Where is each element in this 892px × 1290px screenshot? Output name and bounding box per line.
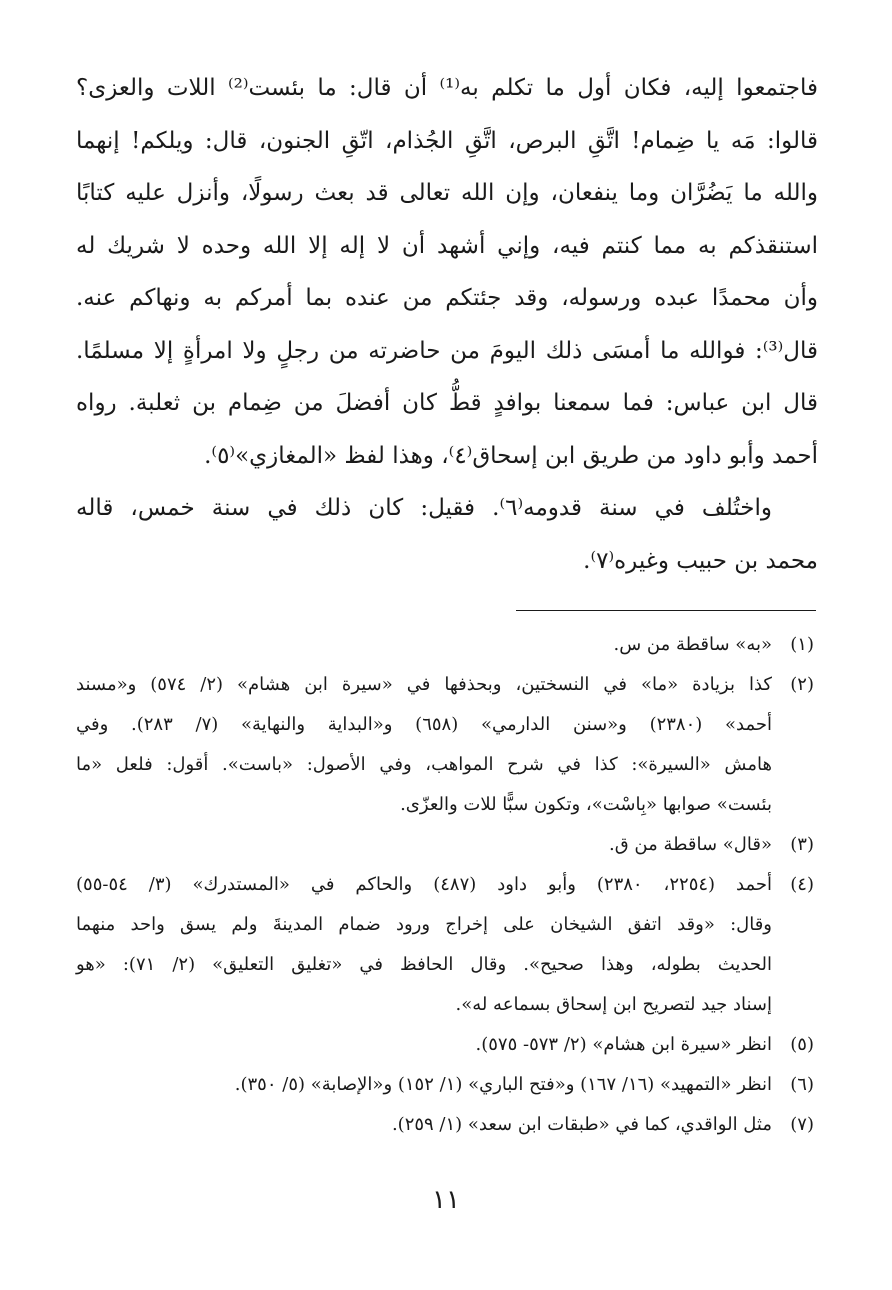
footnote-line: بئست» صوابها «بِاسْت»، وتكون سبًّا للات والعزّى. <box>400 794 772 815</box>
text-line: والله ما يَضُرَّان وما ينفعان، وإن الله تعالى قد بعث رسولًا، وأنزل عليه كتابًا <box>76 180 818 206</box>
footnote-1 <box>76 625 814 665</box>
text-line: استنقذكم به مما كنتم فيه، وإني أشهد أن لا إله إلا الله وحده لا شريك له <box>76 232 818 259</box>
footnote-line: أحمد (٢٢٥٤، ٢٣٨٠) وأبو داود (٤٨٧) والحاكم في «المستدرك» (٣/ ٥٤-٥٥) <box>76 874 772 895</box>
footnote-line: هامش «السيرة»: كذا في شرح المواهب، وفي الأصول: «باست». أقول: فلعل «ما <box>76 754 772 775</box>
footnote-text <box>76 1105 772 1145</box>
footnote-line: الحديث بطوله، وهذا صحيح». وقال الحافظ في «تغليق التعليق» (٢/ ٧١): «هو <box>76 954 772 975</box>
text-line: أحمد وأبو داود من طريق ابن إسحاق⁽٤⁾، وهذا لفظ «المغازي»⁽٥⁾. <box>204 442 818 469</box>
footnote-line: مثل الواقدي، كما في «طبقات ابن سعد» (١/ ٢٥٩). <box>391 1114 772 1135</box>
footnote-text <box>76 665 772 825</box>
footnote-text <box>76 1065 772 1105</box>
footnote-line: كذا بزيادة «ما» في النسختين، وبحذفها في «سيرة ابن هشام» (٢/ ٥٧٤) و«مسند <box>76 674 772 695</box>
footnote-4 <box>76 865 814 1025</box>
footnote-text <box>76 865 772 1025</box>
footnote-line: انظر «التمهيد» (١٦/ ١٦٧) و«فتح الباري» (١/ ١٥٢) و«الإصابة» (٥/ ٣٥٠). <box>234 1074 772 1095</box>
page-number: ١١ <box>432 1185 460 1215</box>
footnote-2 <box>76 665 814 825</box>
footnote-text <box>76 825 772 865</box>
text-line: قال⁽³⁾: فوالله ما أمسَى ذلك اليومَ من حاضرته من رجلٍ ولا امرأةٍ إلا مسلمًا. <box>76 337 818 364</box>
footnote-text <box>76 625 772 665</box>
footnote-number: (٢) <box>790 674 814 695</box>
footnote-7 <box>76 1105 814 1145</box>
footnote-number: (٧) <box>790 1114 814 1135</box>
footnote-separator <box>516 610 816 611</box>
footnote-text <box>76 1025 772 1065</box>
footnote-number: (١) <box>790 634 814 655</box>
footnote-line: «قال» ساقطة من ق. <box>609 834 772 855</box>
text-line: فاجتمعوا إليه، فكان أول ما تكلم به⁽¹⁾ أن قال: ما بئست⁽²⁾ اللات والعزى؟ <box>76 75 819 101</box>
footnote-line: وقال: «وقد اتفق الشيخان على إخراج ورود ضمام المدينةَ ولم يسق واحد منهما <box>76 914 772 935</box>
footnote-3 <box>76 825 814 865</box>
main-text <box>76 62 818 587</box>
footnote-number: (٦) <box>790 1074 814 1095</box>
text-line: وأن محمدًا عبده ورسوله، وقد جئتكم من عنده بما أمركم به ونهاكم عنه. <box>76 285 818 311</box>
text-line: محمد بن حبيب وغيره⁽٧⁾. <box>583 547 818 574</box>
footnote-number: (٤) <box>790 874 814 895</box>
footnote-line: «به» ساقطة من س. <box>613 634 772 655</box>
footnote-line: إسناد جيد لتصريح ابن إسحاق بسماعه له». <box>455 994 772 1015</box>
footnotes-list <box>76 625 814 1145</box>
footnote-line: انظر «سيرة ابن هشام» (٢/ ٥٧٣- ٥٧٥). <box>475 1034 772 1055</box>
footnote-5 <box>76 1025 814 1065</box>
footnote-number: (٥) <box>790 1034 814 1055</box>
text-line: واختُلف في سنة قدومه⁽٦⁾. فقيل: كان ذلك في سنة خمس، قاله <box>76 495 772 521</box>
footnote-6 <box>76 1065 814 1105</box>
footnote-line: أحمد» (٢٣٨٠) و«سنن الدارمي» (٦٥٨) و«البداية والنهاية» (٧/ ٢٨٣). وفي <box>76 714 772 735</box>
footnote-number: (٣) <box>790 834 814 855</box>
text-line: قالوا: مَه يا ضِمام! اتَّقِ البرص، اتَّقِ الجُذام، اتّقِ الجنون، قال: ويلكم! إنهما <box>76 127 818 154</box>
text-line: قال ابن عباس: فما سمعنا بوافدٍ قطُّ كان أفضلَ من ضِمام بن ثعلبة. رواه <box>76 390 818 416</box>
